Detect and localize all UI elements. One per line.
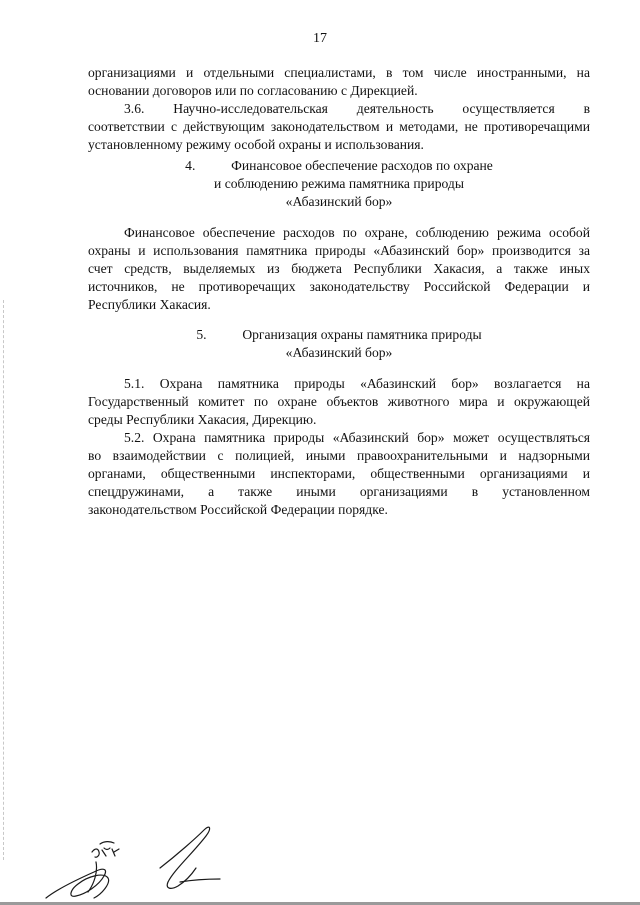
section-5-title-line — [88, 326, 590, 344]
clause-5-2-line: 5.2. Охрана памятника природы «Абазинский бор» может осуществляться — [124, 430, 590, 445]
text-line: установленному режиму особой охраны и использования. — [88, 137, 424, 152]
text-line: во взаимодействии с полицией, иными правоохранительными и надзорными — [88, 448, 590, 463]
page-number: 17 — [313, 31, 327, 46]
section-5-heading — [88, 326, 590, 362]
section-4-text — [88, 224, 590, 314]
text-line: органами, общественными инспекторами, общественными организациями и — [88, 466, 590, 481]
section-5-text — [88, 375, 590, 519]
text-line: охраны и использования памятника природы «Абазинский бор» производится за — [88, 243, 590, 258]
text-line: Государственный комитет по охране объектов животного мира и окружающей — [88, 394, 590, 409]
section-5-title-text: Организация охраны памятника природы — [242, 327, 482, 342]
section-4-number: 4. — [185, 158, 196, 173]
text-line: источников, не противоречащих законодательству Российской Федерации и — [88, 279, 590, 294]
text-line: счет средств, выделяемых из бюджета Республики Хакасия, а также иных — [88, 261, 590, 276]
text-line: Республики Хакасия. — [88, 297, 211, 312]
section-4-heading — [88, 157, 590, 211]
scan-edge-line — [3, 300, 5, 860]
section-5-number: 5. — [196, 327, 207, 342]
text-line: законодательством Российской Федерации порядке. — [88, 502, 388, 517]
text-line: Финансовое обеспечение расходов по охране, соблюдению режима особой — [124, 225, 590, 240]
section-4-title-line: и соблюдению режима памятника природы — [214, 176, 464, 191]
text-line: основании договоров или по согласованию с Дирекцией. — [88, 83, 418, 98]
clause-5-1-line: 5.1. Охрана памятника природы «Абазинский бор» возлагается на — [124, 376, 590, 391]
text-line: среды Республики Хакасия, Дирекцию. — [88, 412, 317, 427]
section-4-title-text: Финансовое обеспечение расходов по охране — [231, 158, 493, 173]
clause-3-block — [88, 64, 590, 154]
signature-image — [40, 822, 230, 902]
section-4-title-line — [88, 157, 590, 175]
text-line: соответствии с действующим законодательством и методами, не противоречащими — [88, 119, 590, 134]
text-line: организациями и отдельными специалистами, в том числе иностранными, на — [88, 65, 590, 80]
clause-3-6-line: 3.6. Научно-исследовательская деятельность осуществляется в — [124, 101, 590, 116]
section-4-title-line: «Абазинский бор» — [285, 194, 393, 209]
text-line: спецдружинами, а также иными организациями в установленном — [88, 484, 590, 499]
section-5-title-line: «Абазинский бор» — [285, 345, 393, 360]
